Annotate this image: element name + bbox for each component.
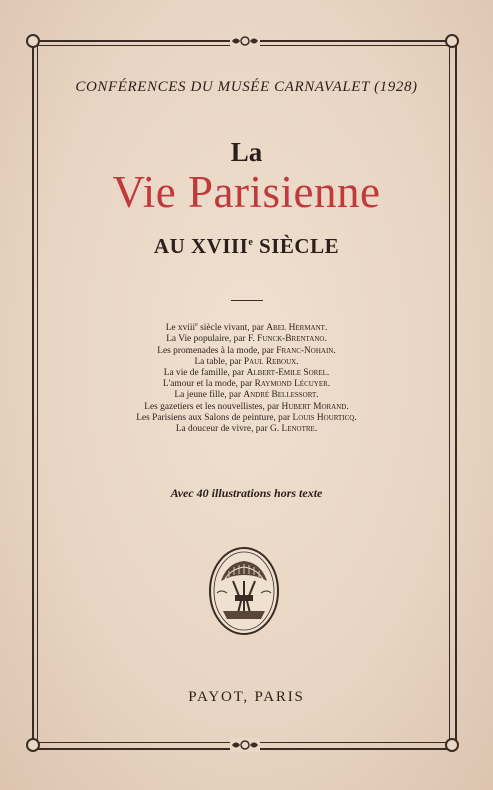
contents-item-text: Le xviii [165,323,196,334]
contents-item [80,320,413,334]
publisher-imprint: PAYOT, PARIS [188,689,305,705]
flourish-ornament-icon [230,738,260,752]
contents-item-author: André Bellessort [243,390,317,401]
subtitle-superscript: e [248,237,254,248]
contents-item-text: Les promenades à la mode, par [157,345,277,356]
contents-item [80,424,413,435]
contents-item-author: Albert-Emile Sorel [246,367,327,378]
title-article: La [230,137,263,167]
contents-item-text: La table, par [194,356,244,367]
subtitle [0,234,493,259]
contents-item-author: Franc-Nohain [276,345,334,356]
contents-item-end: . [314,423,318,434]
contents-item-text: Les Parisiens aux Salons de peinture, par [136,412,293,423]
contents-item-text: La vie de famille, par [163,367,247,378]
contents-item-sup: e [195,322,198,328]
main-title: Vie Parisienne [112,167,381,217]
contents-item-text: Les gazetiers et les nouvellistes, par [144,401,282,412]
corner-ornament-icon [26,738,40,752]
contents-list [80,320,413,435]
corner-ornament-icon [445,34,459,48]
divider-rule [231,300,263,301]
contents-item-author: F. Funck-Brentano [247,334,325,345]
wheat-sheaf-emblem-icon [207,545,281,637]
contents-item-text: La Vie populaire, par [166,334,248,345]
contents-item-rest: siècle vivant, par [197,323,267,334]
contents-item-end: . [346,401,349,412]
contents-item [80,368,413,379]
series-title: CONFÉRENCES DU MUSÉE CARNAVALET (1928) [75,79,418,95]
contents-item-text: L'amour et la mode, par [162,379,255,390]
contents-item-end: . [333,345,336,356]
illustrations-note: Avec 40 illustrations hors texte [170,486,323,500]
contents-item-end: . [316,390,319,401]
flourish-ornament-icon [230,34,260,48]
contents-item-author: Louis Hourticq [292,412,355,423]
contents-item-end: . [327,379,331,390]
contents-item-author: Raymond Lécuyer [254,379,328,390]
contents-item-author: Hubert Morand [281,401,347,412]
contents-item [80,390,413,401]
contents-item-end: . [326,367,330,378]
contents-item [80,402,413,413]
contents-item-end: . [296,356,299,367]
contents-item-end: . [324,323,328,334]
subtitle-suffix: SIÈCLE [253,234,340,258]
contents-item-end: . [324,334,327,345]
contents-item-text: La douceur de vivre, par [175,423,271,434]
contents-item [80,346,413,357]
corner-ornament-icon [26,34,40,48]
contents-item-author: G. Lenotre [270,423,315,434]
contents-item [80,379,413,390]
contents-item-text: La jeune fille, par [174,390,244,401]
contents-item [80,357,413,368]
subtitle-prefix: AU XVIII [153,234,249,258]
corner-ornament-icon [445,738,459,752]
contents-item [80,334,413,345]
contents-item-author: Abel Hermant [266,323,325,334]
contents-item [80,413,413,424]
contents-item-end: . [354,412,357,423]
contents-item-author: Paul Reboux [243,356,297,367]
